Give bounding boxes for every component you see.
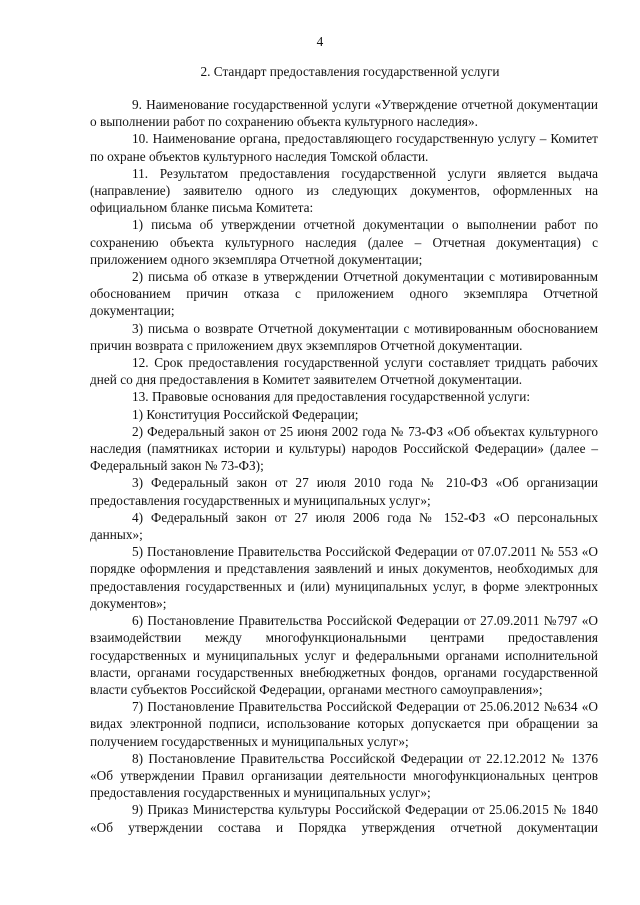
legal-basis-2: 2) Федеральный закон от 25 июня 2002 года № 73-ФЗ «Об объектах культурного наследия (памятниках истории и культуры) народов Российской Федерации» (далее – Федеральный закон № 73-ФЗ); (90, 423, 598, 474)
document-body (90, 96, 598, 836)
paragraph-9: 9. Наименование государственной услуги «Утверждение отчетной документации о выполнении работ по сохранению объекта культурного наследия». (90, 97, 598, 130)
legal-basis-7: 7) Постановление Правительства Российской Федерации от 25.06.2012 №634 «О видах электронной подписи, использование которых допускается при обращении за получением государственных и муниципальных услуг»; (90, 699, 598, 749)
legal-basis-3: 3) Федеральный закон от 27 июля 2010 года № 210-ФЗ «Об организации предоставления государственных и муниципальных услуг»; (90, 475, 598, 508)
legal-basis-4: 4) Федеральный закон от 27 июля 2006 года № 152-ФЗ «О персональных данных»; (90, 509, 598, 543)
list-item-result-1: 1) письма об утверждении отчетной документации о выполнении работ по сохранению объекта культурного наследия (далее – Отчетная документация) с приложением одного экземпляра Отчетной документации; (90, 217, 598, 267)
legal-basis-5: 5) Постановление Правительства Российской Федерации от 07.07.2011 № 553 «О порядке оформления и представления заявлений и иных документов, необходимых для предоставления государственных и (или) муниципальных услуг, в форме электронных документов»; (90, 544, 598, 611)
legal-basis-9: 9) Приказ Министерства культуры Российской Федерации от 25.06.2015 № 1840 «Об утверждении состава и Порядка утверждения отчетной документации (90, 802, 598, 835)
legal-basis-8: 8) Постановление Правительства Российской Федерации от 22.12.2012 № 1376 «Об утверждении Правил организации деятельности многофункциональных центров предоставления государственных и муниципальных услуг»; (90, 750, 598, 801)
paragraph-13: 13. Правовые основания для предоставления государственной услуги: (132, 389, 531, 405)
legal-basis-6: 6) Постановление Правительства Российской Федерации от 27.09.2011 №797 «О взаимодействии между многофункциональными центрами предоставления государственных и муниципальных услуг и федеральными органами исполнительной власти, органами государственных внебюджетных фондов, органами государственной власти субъектов Российской Федерации, органами местного самоуправления»; (90, 613, 598, 697)
list-item-result-3: 3) письма о возврате Отчетной документации с мотивированным обоснованием причин возврата с приложением двух экземпляров Отчетной документации. (90, 320, 598, 353)
paragraph-10: 10. Наименование органа, предоставляющего государственную услугу – Комитет по охране объектов культурного наследия Томской области. (90, 131, 598, 164)
page-number: 4 (316, 34, 324, 49)
list-item-result-2: 2) письма об отказе в утверждении Отчетной документации с мотивированным обоснованием причин отказа с приложением одного экземпляра Отчетной документации; (90, 269, 598, 319)
paragraph-12: 12. Срок предоставления государственной услуги составляет тридцать рабочих дней со дня предоставления в Комитет заявителем Отчетной документации. (90, 355, 598, 388)
section-title: 2. Стандарт предоставления государственной услуги (200, 64, 500, 79)
paragraph-11: 11. Результатом предоставления государственной услуги является выдача (направление) заявителю одного из следующих документов, оформленных на официальном бланке письма Комитета: (90, 165, 598, 216)
legal-basis-1: 1) Конституция Российской Федерации; (132, 406, 359, 422)
